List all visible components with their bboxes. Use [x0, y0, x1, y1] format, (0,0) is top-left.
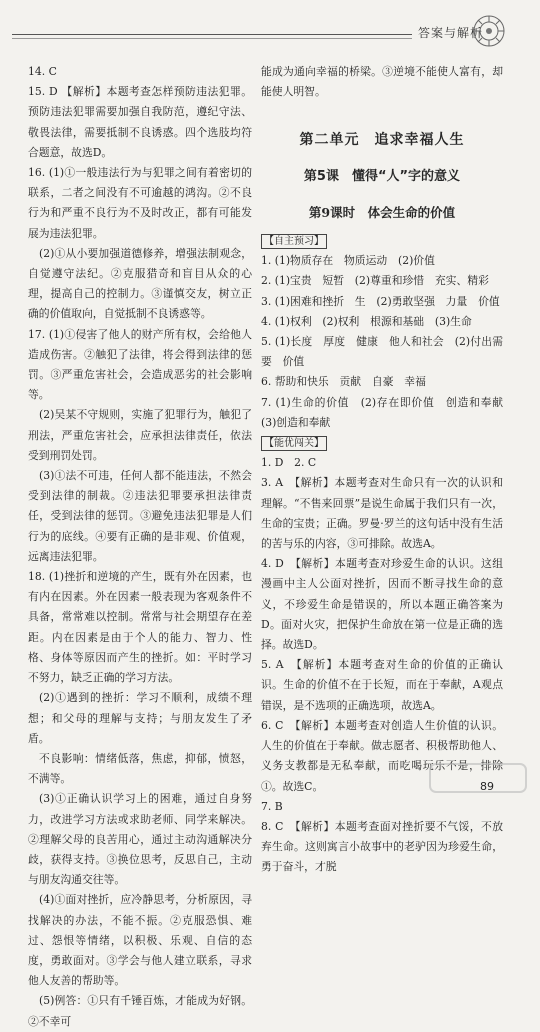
section-heading-preview: 【自主预习】: [261, 234, 327, 249]
lesson-title: 第5课 懂得“人”字的意义: [303, 168, 461, 184]
answer-paragraph: (5)例答：①只有千锤百炼，才能成为好钢。②不幸可: [28, 994, 252, 1028]
answer-paragraph: (3)①正确认识学习上的困难，通过自身努力，改进学习方法或求助老师、同学来解决。②理解父母的良苦用心，通过主动沟通解决分歧，获得支持。③换位思考，反思自己，主动与朋友沟通交往等。: [28, 792, 252, 887]
preview-list: [261, 251, 514, 433]
flower-ornament-icon: [472, 14, 506, 48]
practice-list: [261, 453, 503, 877]
answer-paragraph: (2)吴某不守规则，实施了犯罪行为，触犯了刑法，严重危害社会，应承担法律责任，依法受到刑罚处罚。: [28, 408, 252, 462]
period-title: 第9课时 体会生命的价值: [308, 204, 456, 220]
practice-item: 4. D 【解析】本题考查对珍爱生命的认识。这组漫画中主人公面对挫折，因而不断寻找生命的意义，不珍爱生命是错误的，所以本题正确答案为D。面对火灾，把保护生命放在第一位是正确的选择。故选D。: [261, 557, 503, 652]
preview-item: 5. (1)长度 厚度 健康 他人和社会 (2)付出需要 价值: [261, 335, 503, 369]
answer-paragraph: 16. (1)①一般违法行为与犯罪之间有着密切的联系，二者之间没有不可逾越的鸿沟。②不良行为和严重不良行为不及时改正，都有可能发展为违法犯罪。: [28, 166, 252, 240]
preview-item: 6. 帮助和快乐 贡献 自豪 幸福: [261, 375, 426, 389]
answer-paragraph: (3)①法不可违，任何人都不能违法，不然会受到法律的制裁。②违法犯罪要承担法律责任，受到法律的惩罚。③避免违法犯罪是人们行为的底线。④要有正确的是非观、价值观，远离违法犯罪。: [28, 469, 252, 563]
answer-paragraph: 14. C: [28, 65, 57, 78]
left-column: [28, 62, 252, 1032]
practice-item: 5. A 【解析】本题考查对生命的价值的正确认识。生命的价值不在于长短，而在于奉献，A观点错误，是不选项的正确选项，故选A。: [261, 658, 503, 712]
answer-paragraph: 18. (1)挫折和逆境的产生，既有外在因素，也有内在因素。外在因素一般表现为客观条件不具备，常常难以控制。常常与社会期望存在差距。内在因素是由于个人的能力、智力、性格、身体等原因而产生的挫折。如：平时学习不努力，缺乏正确的学习方法。: [28, 570, 252, 685]
answer-paragraph: 17. (1)①侵害了他人的财产所有权，会给他人造成伤害。②触犯了法律，将会得到法律的惩罚。③严重危害社会，会造成恶劣的社会影响等。: [28, 327, 252, 402]
practice-item: 8. C 【解析】本题考查面对挫折要不气馁，不放弃生命。这则寓言小故事中的老驴因为珍爱生命，勇于奋斗，才脱: [261, 819, 503, 874]
answer-paragraph: (2)①从小要加强道德修养，增强法制观念，自觉遵守法纪。②克服猎奇和盲目从众的心理，提高自己的控制力。③谨慎交友，树立正确的价值取向，自觉抵制不良诱惑等。: [28, 246, 252, 321]
page-number: 89: [480, 780, 494, 793]
header-rule: [12, 34, 412, 39]
preview-item: 3. (1)困难和挫折 生 (2)勇敢坚强 力量 价值: [261, 294, 500, 308]
answer-paragraph: 15. D 【解析】本题考查怎样预防违法犯罪。预防违法犯罪需要加强自我防范，遵纪守法、敬畏法律，需要抵制不良诱惑。四个选肢均符合题意，故选D。: [28, 85, 252, 159]
practice-item: 6. C 【解析】本题考查对创造人生价值的认识。人生的价值在于奉献。做志愿者、积极帮助他人、义务支教都是无私奉献，而吃喝玩乐不是，排除①。故选C。: [261, 718, 503, 793]
watermark-stamp: [428, 760, 528, 796]
continued-answer: 能成为通向幸福的桥梁。③逆境不能使人富有，却能使人明智。: [261, 65, 503, 99]
answer-paragraph: (2)①遇到的挫折：学习不顺利，成绩不理想；和父母的理解与支持；与朋友发生了矛盾。: [28, 691, 252, 745]
practice-item: 1. D 2. C: [261, 456, 317, 470]
header-label: 答案与解析: [418, 26, 484, 40]
answer-paragraph: (4)①面对挫折，应冷静思考，分析原因，寻找解决的办法，不能不振。②克服恐惧、难过、怨恨等情绪，以积极、乐观、自信的态度，勇敢面对。③学会与他人建立联系，寻求他人友善的帮助等。: [28, 893, 252, 988]
unit-title: 第二单元 追求幸福人生: [299, 132, 465, 149]
section-heading-practice: 【能优闯关】: [261, 436, 327, 451]
practice-item: 3. A 【解析】本题考查对生命只有一次的认识和理解。“不售来回票”是说生命属于我们只有一次，生命的宝贵；正确。罗曼·罗兰的这句话中没有生活的苦与乐的内容，③可排除。故选A。: [261, 476, 503, 551]
right-column: [261, 62, 514, 878]
preview-item: 2. (1)宝贵 短暂 (2)尊重和珍惜 充实、精彩: [261, 274, 489, 288]
answer-paragraph: 不良影响：情绪低落，焦虑，抑郁，愤怒，不满等。: [28, 751, 252, 786]
preview-item: 7. (1)生命的价值 (2)存在即价值 创造和奉献 (3)创造和奉献: [261, 395, 514, 429]
preview-item: 1. (1)物质存在 物质运动 (2)价值: [261, 254, 435, 268]
preview-item: 4. (1)权利 (2)权利 根源和基础 (3)生命: [261, 314, 472, 328]
practice-item: 7. B: [261, 799, 283, 813]
